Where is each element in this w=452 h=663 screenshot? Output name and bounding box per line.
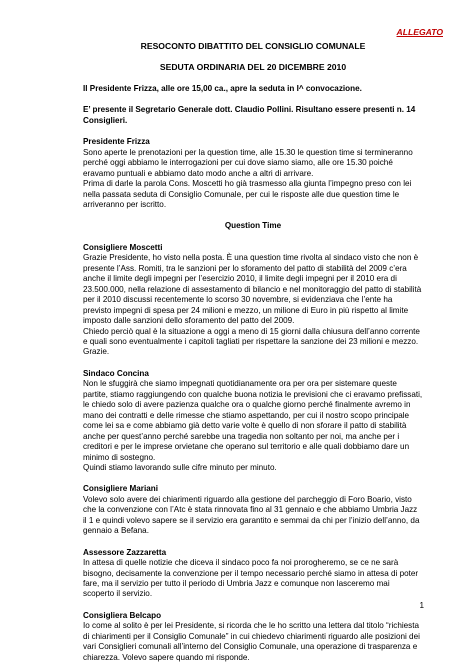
speaker-text: Io come al solito è per lei Presidente, si ricorda che le ho scritto una lettera dal titolo “richiesta di chiarimenti per il Consiglio Comunale” in cui chiedevo chiarimenti riguardo alle posizioni dei vari Consiglieri comunali all’interno del Consiglio Comunale, una operazione di trasparenza e chiarezza. Volevo sapere quando mi risponde. [83, 621, 420, 662]
speaker-text: Volevo solo avere dei chiarimenti riguardo alla gestione del parcheggio di Foro Boario, visto che la convenzione con l’Atc è stata rinnovata fino al 31 gennaio e che abbiamo Umbria Jazz il 1 e quindi volevo sapere se il servizio era garantito e semmai da chi per l’inizio dell’anno, da gennaio a Befana. [83, 494, 420, 536]
speaker-heading: Sindaco Concina [83, 368, 149, 378]
intro-opening: Il Presidente Frizza, alle ore 15,00 ca., apre la seduta in I^ convocazione. [83, 83, 362, 93]
speaker-heading: Consigliere Mariani [83, 484, 158, 494]
speaker-heading: Presidente Frizza [83, 137, 150, 147]
allegato-label: ALLEGATO [396, 27, 443, 37]
speaker-text: Chiedo perciò qual è la situazione a oggi a meno di 15 giorni dalla chiusura dell’anno corrente e quali sono eventualmente i capitoli tagliati per rispettare la sanzione dei 23 milioni e mezzo. Grazie. [83, 326, 420, 357]
speaker-text: Sono aperte le prenotazioni per la question time, alle 15.30 le question time si termineranno perché oggi abbiamo le interrogazioni per cui dove siamo siamo, alle ore 15.30 poiché eravamo puntuali e abbiamo dato modo anche a altri di arrivare. [83, 147, 413, 178]
speaker-text: Prima di darle la parola Cons. Moscetti ho già trasmesso alla giunta l’impegno preso con lei nella passata seduta di Consiglio Comunale, per cui le risposte alle due question time le arriveranno per iscritto. [83, 179, 412, 209]
speaker-heading: Consigliera Belcapo [83, 610, 162, 620]
document-subtitle: SEDUTA ORDINARIA DEL 20 DICEMBRE 2010 [159, 62, 347, 73]
speaker-heading: Consigliere Moscetti [83, 242, 163, 252]
intro-attendance: E’ presente il Segretario Generale dott. Claudio Pollini. Risultano essere presenti n. 14 Consiglieri. [83, 105, 416, 125]
speaker-text: Non le sfuggirà che siamo impegnati quotidianamente ora per ora per sistemare queste partite, stiamo raggiungendo con qualche buona notizia le previsioni che ci eravamo prefissati, le chiedo solo di avere pazienza qualche ora o qualche giorno perché finalmente avremo in mano dei contratti e delle rimesse che stiamo aspettando, per cui il nostro scopo principale come lei sa e come abbiamo già detto varie volte è quello di non sforare il patto di stabilità anche per quest’anno perché sarebbe una tragedia non soltanto per noi, ma anche per i creditori e per le imprese orvietane che operano sul territorio e alle quali dobbiamo dare un minimo di sostegno. [83, 379, 423, 462]
speaker-text: In attesa di quelle notizie che diceva il sindaco poco fa noi prorogheremo, se ce ne sarà bisogno, decisamente la convenzione per il tempo necessario perché siamo in attesa di poter fare, ma il servizio per tutto il periodo di Umbria Jazz e comunque non lasceremo mai scoperto il servizio. [83, 558, 419, 599]
speaker-heading: Assessore Zazzaretta [83, 547, 167, 557]
document-title: RESOCONTO DIBATTITO DEL CONSIGLIO COMUNALE [140, 41, 366, 51]
page-number: 1 [419, 601, 424, 610]
speaker-text: Grazie Presidente, ho visto nella posta. È una question time rivolta al sindaco visto che non è presente l’Ass. Romiti, tra le sanzioni per lo sforamento del patto di stabilità del 2009 c’era anche il limite degli impegni per l’esercizio 2010, il limite degli impegni per il 2010 era di 23.500.000, nella relazione di assestamento di bilancio e nel monitoraggio del patto di stabilità per il 2010 discussi recentemente lo scorso 30 novembre, si evidenziava che l’ente ha previsto impegni di spesa per 24 milioni e mezzo, un milione di Euro in più rispetto al limite imposto dalle sanzioni dello sforamento del patto del 2009. [83, 253, 422, 326]
document-body [83, 41, 423, 663]
section-heading: Question Time [224, 221, 282, 231]
speaker-text: Quindi stiamo lavorando sulle cifre minuto per minuto. [83, 462, 277, 472]
